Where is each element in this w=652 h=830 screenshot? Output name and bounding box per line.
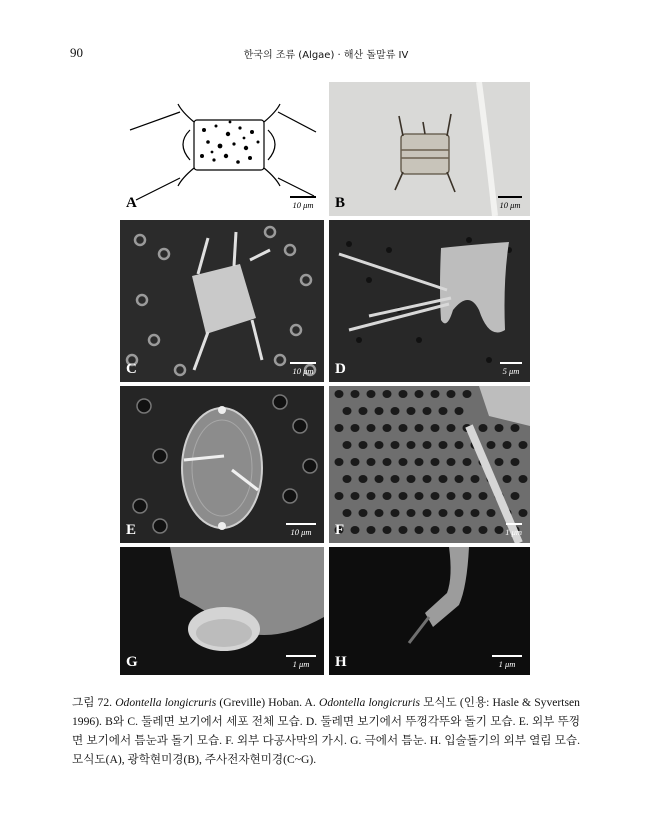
pore-mark — [439, 407, 448, 415]
pore-mark — [423, 441, 432, 449]
pore-mark — [391, 509, 400, 517]
caption-a-prefix: A. — [304, 696, 316, 709]
scale-bar — [286, 655, 316, 669]
pore-mark — [415, 424, 424, 432]
pore-mark — [447, 458, 456, 466]
pore-mark — [495, 458, 504, 466]
pore-mark — [343, 509, 352, 517]
pore-mark — [487, 509, 496, 517]
sem-micrograph — [120, 220, 324, 382]
pore-mark — [359, 441, 368, 449]
pore-mark — [463, 492, 472, 500]
scale-label: 10 μm — [290, 527, 312, 537]
panel-letter: H — [335, 654, 347, 670]
figure-panel-a — [120, 82, 324, 216]
pore-mark — [415, 492, 424, 500]
pore-mark — [519, 441, 528, 449]
pore-mark — [511, 492, 520, 500]
scale-label: 10 μm — [292, 366, 314, 376]
scale-bar — [498, 196, 522, 210]
pore-mark — [455, 475, 464, 483]
pore-mark — [503, 475, 512, 483]
pore-mark — [479, 424, 488, 432]
pore-mark — [479, 526, 488, 534]
pore-mark — [367, 526, 376, 534]
panel-letter: A — [126, 195, 137, 211]
caption-label: 그림 72. — [72, 696, 113, 709]
sem-micrograph — [120, 386, 324, 543]
pore-mark — [407, 441, 416, 449]
pore-mark — [415, 526, 424, 534]
pore-mark — [423, 475, 432, 483]
pore-mark — [431, 390, 440, 398]
scale-label: 1 μm — [498, 659, 516, 669]
pore-mark — [343, 475, 352, 483]
scale-label: 1 μm — [505, 527, 522, 537]
panel-letter: D — [335, 361, 346, 377]
panel-letter: G — [126, 654, 138, 670]
pore-mark — [375, 509, 384, 517]
pore-mark — [367, 390, 376, 398]
pore-mark — [447, 424, 456, 432]
pore-mark — [463, 390, 472, 398]
pore-mark — [343, 441, 352, 449]
scale-bar — [286, 523, 316, 537]
caption-species: Odontella longicruris — [115, 696, 217, 709]
pore-mark — [359, 509, 368, 517]
figure-panel-h — [329, 547, 530, 675]
pore-mark — [399, 492, 408, 500]
pore-mark — [511, 458, 520, 466]
pore-mark — [431, 526, 440, 534]
pore-mark — [455, 509, 464, 517]
pore-mark — [335, 424, 344, 432]
scale-bar — [492, 655, 522, 669]
figure-panel-f — [329, 386, 530, 543]
pore-mark — [415, 458, 424, 466]
pore-mark — [519, 475, 528, 483]
pore-mark — [367, 458, 376, 466]
running-header: 한국의 조류 (Algae) · 해산 돌말류 IV — [243, 50, 409, 61]
pore-mark — [519, 509, 528, 517]
caption-line1-rest: 모식도 (인용: Hasle & — [423, 696, 532, 709]
pore-mark — [495, 526, 504, 534]
pore-mark — [359, 407, 368, 415]
pore-mark — [407, 475, 416, 483]
scale-label: 1 μm — [292, 659, 310, 669]
panel-letter: F — [335, 522, 345, 538]
figure-panel-c — [120, 220, 324, 382]
figure-panel-e — [120, 386, 324, 543]
pore-mark — [503, 441, 512, 449]
sem-micrograph — [329, 386, 530, 543]
sem-micrograph — [329, 220, 530, 382]
pore-mark — [455, 407, 464, 415]
pore-mark — [463, 526, 472, 534]
pore-mark — [471, 475, 480, 483]
pore-mark — [407, 407, 416, 415]
pore-mark — [343, 407, 352, 415]
pore-mark — [351, 424, 360, 432]
figure-panel-b — [329, 82, 530, 216]
caption-authority: (Greville) Hoban. — [219, 696, 303, 709]
pore-mark — [399, 424, 408, 432]
scale-label: 10 μm — [292, 200, 314, 210]
panel-letter: E — [126, 522, 137, 538]
panel-letter: B — [335, 195, 346, 211]
pore-mark — [431, 458, 440, 466]
pore-mark — [439, 475, 448, 483]
pore-mark — [463, 458, 472, 466]
pore-mark — [383, 458, 392, 466]
panel-letter: C — [126, 361, 137, 377]
pore-mark — [415, 390, 424, 398]
pore-mark — [391, 407, 400, 415]
pore-mark — [511, 424, 520, 432]
pore-mark — [367, 492, 376, 500]
pore-mark — [439, 509, 448, 517]
scale-bar — [290, 362, 316, 376]
pore-mark — [399, 526, 408, 534]
figure-panel-d — [329, 220, 530, 382]
pore-mark — [367, 424, 376, 432]
pore-mark — [399, 458, 408, 466]
pore-mark — [431, 424, 440, 432]
pore-mark — [447, 390, 456, 398]
pore-mark — [335, 458, 344, 466]
figure-panel-g — [120, 547, 324, 675]
scale-label: 10 μm — [499, 200, 521, 210]
pore-mark — [423, 407, 432, 415]
pore-mark — [391, 475, 400, 483]
pore-mark — [399, 390, 408, 398]
pore-mark — [391, 441, 400, 449]
pore-mark — [383, 424, 392, 432]
pore-mark — [359, 475, 368, 483]
scale-bar — [290, 196, 316, 210]
pore-mark — [351, 458, 360, 466]
pore-mark — [439, 441, 448, 449]
pore-mark — [335, 492, 344, 500]
pore-mark — [375, 475, 384, 483]
pore-mark — [383, 526, 392, 534]
scale-bar — [505, 523, 522, 537]
scale-bar — [500, 362, 522, 376]
page-number: 90 — [70, 45, 83, 60]
pore-mark — [375, 441, 384, 449]
pore-mark — [407, 509, 416, 517]
figure-caption — [72, 693, 580, 769]
pore-mark — [383, 390, 392, 398]
pore-mark — [335, 390, 344, 398]
pore-mark — [431, 492, 440, 500]
pore-mark — [487, 441, 496, 449]
pore-mark — [351, 526, 360, 534]
pore-mark — [423, 509, 432, 517]
pore-mark — [375, 407, 384, 415]
pore-mark — [479, 492, 488, 500]
pore-mark — [351, 390, 360, 398]
pore-mark — [455, 441, 464, 449]
pore-mark — [447, 526, 456, 534]
caption-a-species: Odontella longicruris — [318, 696, 420, 709]
pore-mark — [471, 509, 480, 517]
pore-mark — [495, 424, 504, 432]
pore-mark — [447, 492, 456, 500]
scale-label: 5 μm — [502, 366, 520, 376]
pore-mark — [383, 492, 392, 500]
pore-mark — [351, 492, 360, 500]
caption-body: Syvertsen 1996). B와 C. 둘레면 보기에서 세포 전체 모습. D. 둘레면 보기에서 뚜껑각뚜와 돌기 모습. E. 외부 뚜껑면 보기에서 틈눈과 돌기 모습. F. 외부 다공사막의 가시. G. 극에서 틈눈. H. 입술돌기의 외부 열림 모습. 모식도(A), 광학현미경(B), 주사전자현미경(C~G). — [72, 696, 580, 766]
